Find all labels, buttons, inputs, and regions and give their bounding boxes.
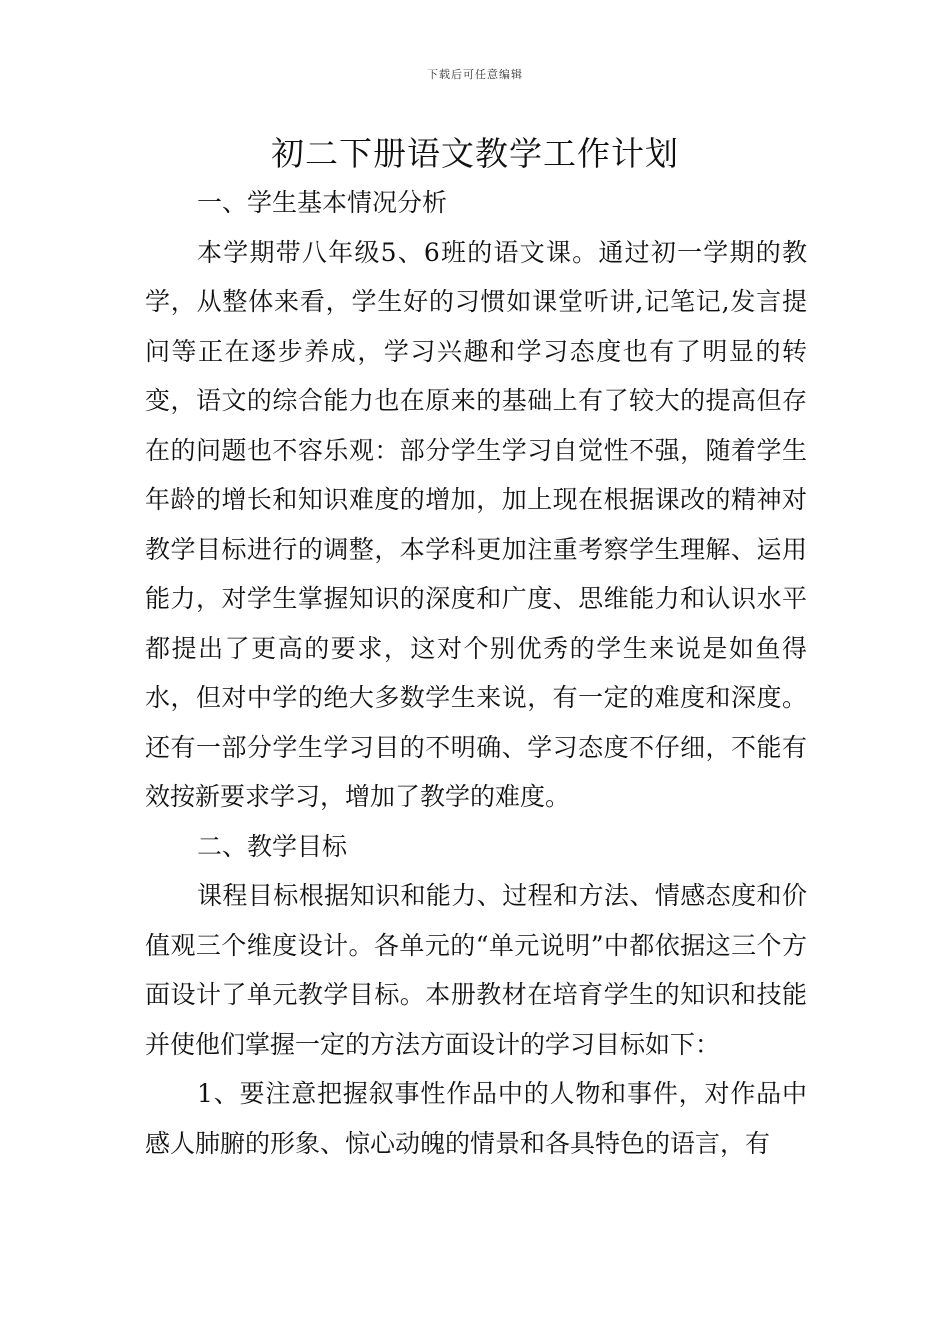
section-heading-1: 一、学生基本情况分析 [197,188,448,217]
body-paragraph-1: 本学期带八年级5、6班的语文课。通过初一学期的教学，从整体来看，学生好的习惯如课堂听讲,记笔记,发言提问等正在逐步养成，学习兴趣和学习态度也有了明显的转变，语文的综合能力也在原来的基础上有了较大的提高但存在的问题也不容乐观：部分学生学习自觉性不强，随着学生年龄的增长和知识难度的增加，加上现在根据课改的精神对教学目标进行的调整，本学科更加注重考察学生理解、运用能力，对学生掌握知识的深度和广度、思维能力和认识水平都提出了更高的要求，这对个别优秀的学生来说是如鱼得水，但对中学的绝大多数学生来说，有一定的难度和深度。还有一部分学生学习目的不明确、学习态度不仔细，不能有效按新要求学习，增加了教学的难度。 [145,237,807,811]
body-paragraph-2: 课程目标根据知识和能力、过程和方法、情感态度和价值观三个维度设计。各单元的“单元说明”中都依据这三个方面设计了单元教学目标。本册教材在培育学生的知识和技能并使他们掌握一定的方法方面设计的学习目标如下： [145,881,807,1059]
document-title: 初二下册语文教学工作计划 [271,134,679,173]
body-paragraph-3: 1、要注意把握叙事性作品中的人物和事件，对作品中感人肺腑的形象、惊心动魄的情景和各具特色的语言，有 [145,1079,807,1158]
document-body [145,178,807,1168]
section-heading-2: 二、教学目标 [197,831,348,861]
page-header-note: 下载后可任意编辑 [427,68,523,81]
